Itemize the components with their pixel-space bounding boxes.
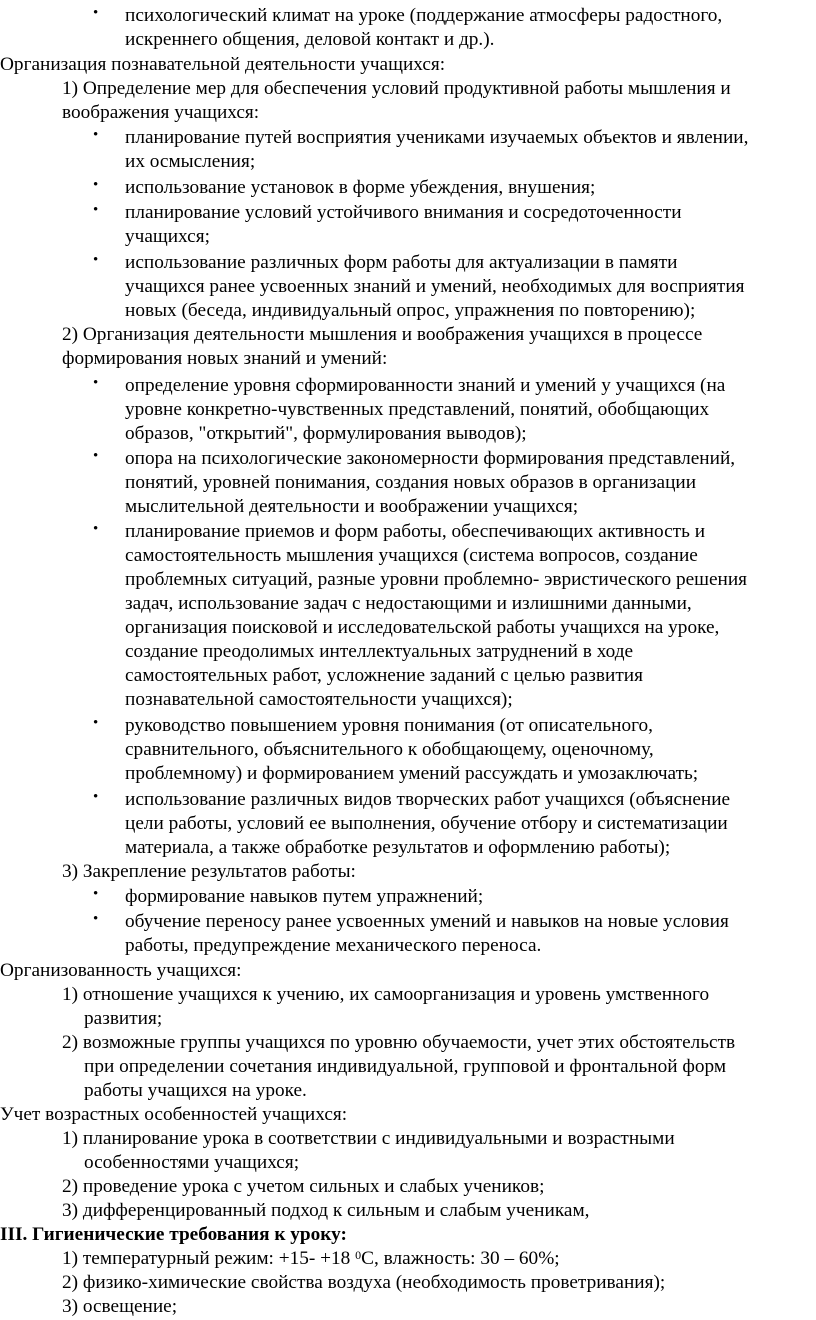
text-line-temperature: 1) температурный режим: +15- +18 $^0$С, влажность: 30 – 60%; (62, 1248, 560, 1269)
text-line: психологический климат на уроке (поддержание атмосферы радостного, (125, 5, 723, 26)
text-line: формирования новых знаний и умений: (62, 348, 388, 369)
section-heading: Учет возрастных особенностей учащихся: (0, 1104, 348, 1125)
text-line: учащихся; (125, 226, 210, 247)
text-line: работы, предупреждение механического переноса. (125, 935, 542, 956)
text-line: обучение переносу ранее усвоенных умений и навыков на новые условия (125, 911, 729, 932)
text-line: 3) освещение; (62, 1296, 178, 1317)
text-line: 1) Определение мер для обеспечения условий продуктивной работы мышления и (62, 78, 731, 99)
text-line: формирование навыков путем упражнений; (125, 886, 484, 907)
text-line: уровне конкретно-чувственных представлений, понятий, обобщающих (125, 399, 710, 420)
text-line: воображения учащихся: (62, 102, 260, 123)
text-line: особенностями учащихся; (84, 1152, 300, 1173)
section-heading-hygiene: III. Гигиенические требования к уроку: (0, 1224, 347, 1245)
text-line: самостоятельных работ, усложнение заданий с целью развития (125, 665, 643, 686)
text-line: определение уровня сформированности знаний и умений у учащихся (на (125, 375, 726, 396)
text-line: сравнительного, объяснительного к обобщающему, оценочному, (125, 739, 654, 760)
text-line: планирование приемов и форм работы, обеспечивающих активность и (125, 521, 706, 542)
text-line: опора на психологические закономерности формирования представлений, (125, 448, 736, 469)
text-line: развития; (84, 1008, 163, 1029)
text-line: самостоятельность мышления учащихся (система вопросов, создание (125, 545, 698, 566)
text-line: искреннего общения, деловой контакт и др.). (125, 29, 495, 50)
text-line: новых (беседа, индивидуальный опрос, упражнения по повторению); (125, 300, 696, 321)
text-line: планирование условий устойчивого внимания и сосредоточенности (125, 202, 682, 223)
text-line: организация поисковой и исследовательской работы учащихся на уроке, (125, 617, 720, 638)
text-line: их осмысления; (125, 151, 256, 172)
text-line: 2) Организация деятельности мышления и воображения учащихся в процессе (62, 324, 703, 345)
text-line: материала, а также обработке результатов и оформлению работы); (125, 837, 671, 858)
text-line: цели работы, условий ее выполнения, обучение отбору и систематизации (125, 813, 728, 834)
text-line: работы учащихся на уроке. (84, 1080, 307, 1101)
text-line: 3) Закрепление результатов работы: (62, 861, 356, 882)
text-line: планирование путей восприятия учениками изучаемых объектов и явлении, (125, 127, 749, 148)
text-line: учащихся ранее усвоенных знаний и умений, необходимых для восприятия (125, 276, 745, 297)
text-line: использование установок в форме убеждения, внушения; (125, 177, 596, 198)
section-heading: Организация познавательной деятельности учащихся: (0, 54, 446, 75)
text-line: при определении сочетания индивидуальной, групповой и фронтальной форм (84, 1056, 727, 1077)
text-line: 2) проведение урока с учетом сильных и слабых учеников; (62, 1176, 545, 1197)
superscript-degree: 0 (355, 1248, 362, 1262)
text-line: использование различных форм работы для актуализации в памяти (125, 252, 678, 273)
text-line: 1) планирование урока в соответствии с индивидуальными и возрастными (62, 1128, 675, 1149)
text-line: проблемному) и формированием умений рассуждать и умозаключать; (125, 763, 699, 784)
text-line: 2) физико-химические свойства воздуха (необходимость проветривания); (62, 1272, 666, 1293)
text-line: проблемных ситуаций, разные уровни проблемно- эвристического решения (125, 569, 748, 590)
text-line: понятий, уровней понимания, создания новых образов в организации (125, 472, 697, 493)
text-line: использование различных видов творческих работ учащихся (объяснение (125, 789, 731, 810)
text-line: задач, использование задач с недостающими и излишними данными, (125, 593, 692, 614)
text-line: 3) дифференцированный подход к сильным и слабым ученикам, (62, 1200, 590, 1221)
text-line: мыслительной деятельности и воображении учащихся; (125, 496, 579, 517)
text-line: руководство повышением уровня понимания (от описательного, (125, 715, 653, 736)
text-line: образов, "открытий", формулирования выводов); (125, 423, 527, 444)
text-line: создание преодолимых интеллектуальных затруднений в ходе (125, 641, 634, 662)
text-line: познавательной самостоятельности учащихся); (125, 689, 513, 710)
section-heading: Организованность учащихся: (0, 960, 242, 981)
text-line: 1) отношение учащихся к учению, их самоорганизация и уровень умственного (62, 984, 710, 1005)
text-line: 2) возможные группы учащихся по уровню обучаемости, учет этих обстоятельств (62, 1032, 736, 1053)
document-page: • психологический климат на уроке (поддержание атмосферы радостного, искреннего общения, деловой контакт и др.). Организация познавательной деятельности учащихся: 1) Определение мер для обеспечения условий продуктивной работы мышления и воображения учащихся: • планирование путей восприятия учениками изучаемых объектов и явлении, их осмысления; • использование установок в форме убеждения, внушения; • планирование условий устойчивого внимания и сосредоточенности учащихся; • использование различных форм работы для актуализации в памяти учащихся ранее усвоенных знаний и умений, необходимых для восприятия новых (беседа, индивидуальный опрос, упражнения по повторению); 2) Организация деятельности мышления и воображения учащихся в процессе формирования новых знаний и умений: • определение уровня сформированности знаний и умений у учащихся (на уровне конкретно-чувственных представлений, понятий, обобщающих образов, "открытий", формулирования выводов); • опора на психологические закономерности формирования представлений, понятий, уровней понимания, создания новых образов в организации мыслительной деятельности и воображении учащихся; • планирование приемов и форм работы, обеспечивающих активность и самостоятельность мышления учащихся (система вопросов, создание проблемных ситуаций, разные уровни проблемно- эвристического решения задач, использование задач с недостающими и излишними данными, организация поисковой и исследовательской работы учащихся на уроке, создание преодолимых интеллектуальных затруднений в ходе самостоятельных работ, усложнение заданий с целью развития познавательной самостоятельности учащихся); • руководство повышением уровня понимания (от описательного, сравнительного, объяснительного к обобщающему, оценочному, проблемному) и формированием умений рассуждать и умозаключать; • использование различных видов творческих работ учащихся (объяснение цели работы, условий ее выполнения, обучение отбору и систематизации материала, а также обработке результатов и оформлению работы); 3) Закрепление результатов работы: • формирование навыков путем упражнений; • обучение переносу ранее усвоенных умений и навыков на новые условия работы, предупреждение механического переноса. Организованность учащихся: 1) отношение учащихся к учению, их самоорганизация и уровень умственного развития; 2) возможные группы учащихся по уровню обучаемости, учет этих обстоятельств при определении сочетания индивидуальной, групповой и фронтальной форм работы учащихся на уроке. Учет возрастных особенностей учащихся: 1) планирование урока в соответствии с индивидуальными и возрастными особенностями учащихся; 2) проведение урока с учетом сильных и слабых учеников; 3) дифференцированный подход к сильным и слабым ученикам, III. Гигиенические требования к уроку: 1) температурный режим: +15- +18 $^0$С, влажность: 30 – 60%; 2) физико-химические свойства воздуха (необходимость проветривания); 3) освещение; (0, 5, 749, 1317)
